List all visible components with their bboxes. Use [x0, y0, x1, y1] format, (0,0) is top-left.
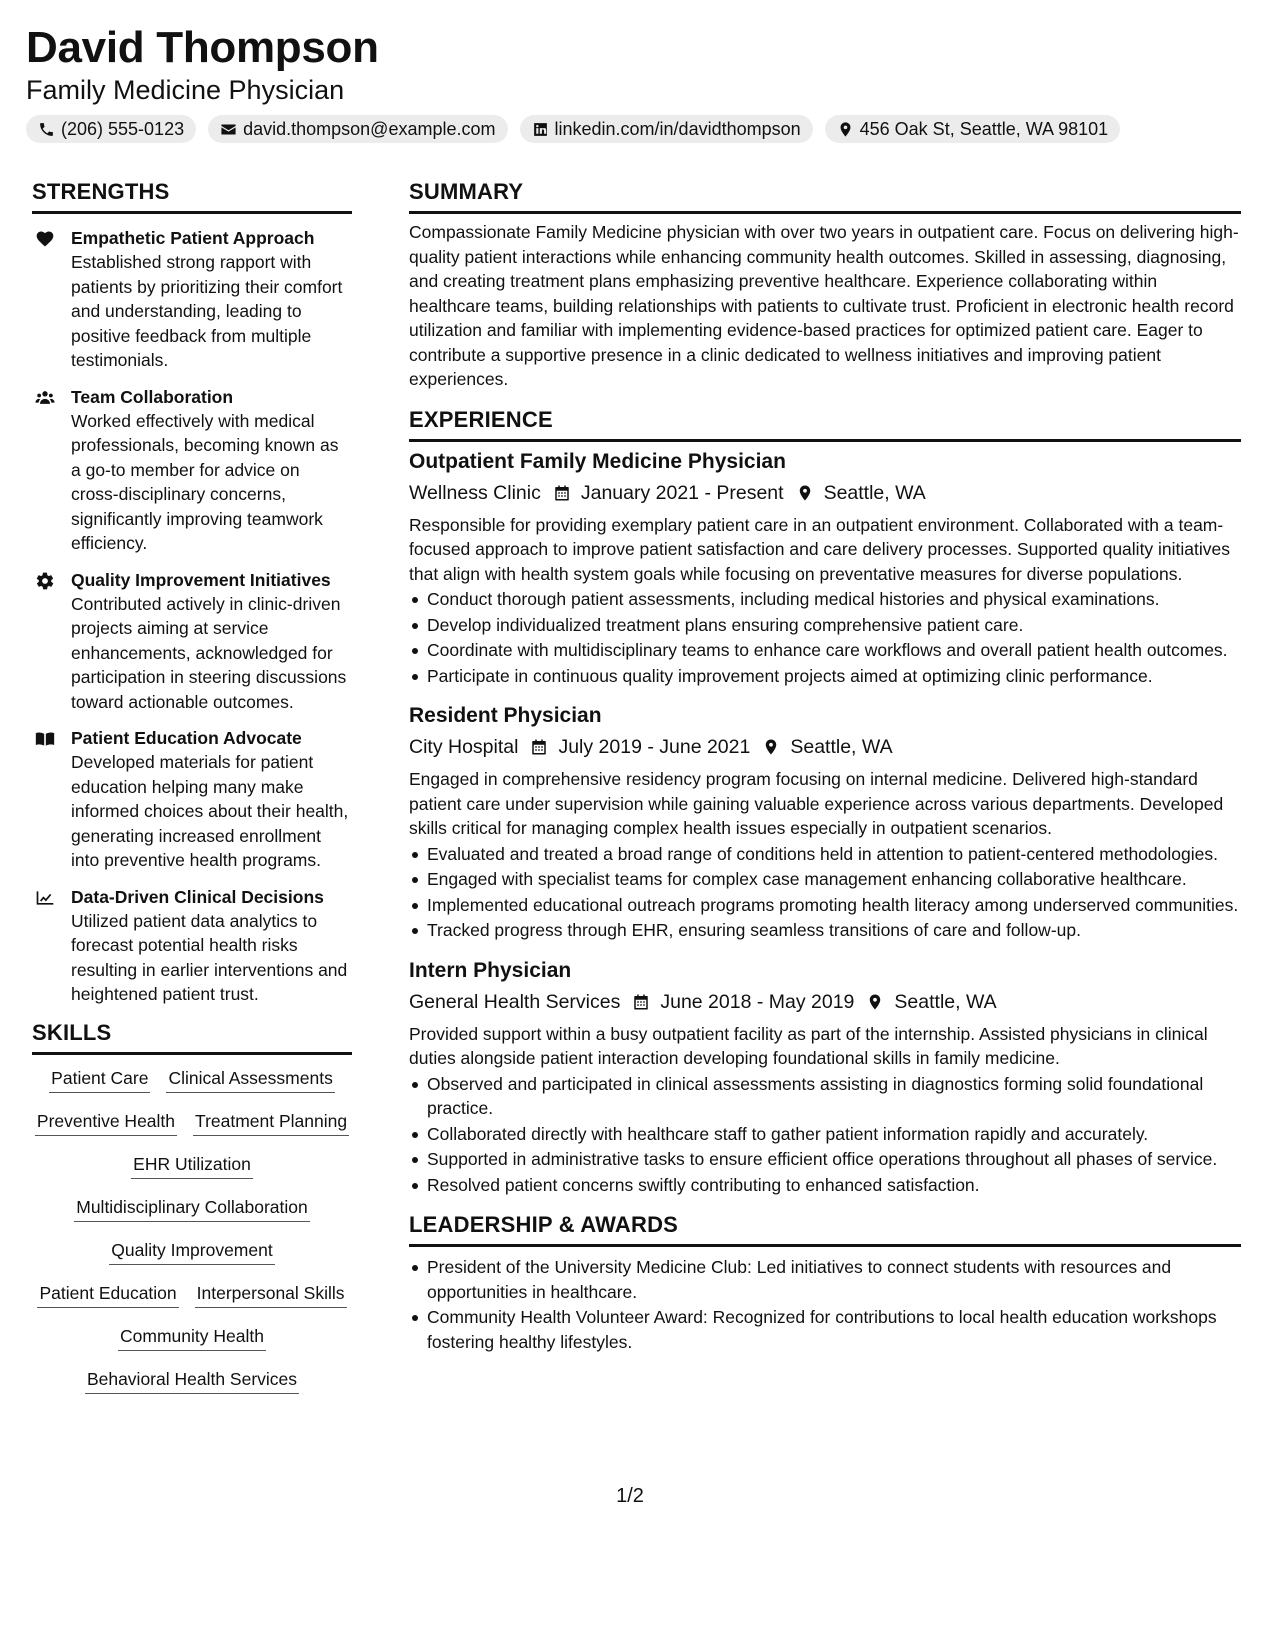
heart-icon — [35, 229, 55, 249]
section-divider — [409, 1244, 1241, 1247]
strength-title: Quality Improvement Initiatives — [71, 569, 331, 590]
skill-tag: EHR Utilization — [131, 1153, 253, 1179]
job-title: Outpatient Family Medicine Physician — [409, 449, 786, 473]
address-text: 456 Oak St, Seattle, WA 98101 — [859, 118, 1109, 139]
skill-tag: Treatment Planning — [193, 1110, 349, 1136]
skill-tag: Preventive Health — [35, 1110, 177, 1136]
job-dates: June 2018 - May 2019 — [660, 990, 855, 1013]
resume-header — [26, 22, 1256, 143]
job-entry — [409, 702, 1241, 943]
linkedin-icon — [532, 121, 549, 138]
contact-linkedin[interactable] — [520, 115, 813, 143]
job-description: Provided support within a busy outpatient facility as part of the internship. Assisted physicians in clinical duties alongside patient interaction developing foundational skills in family medicine. — [409, 1023, 1208, 1068]
right-column — [409, 178, 1241, 1354]
job-entry — [409, 957, 1241, 1198]
book-icon — [35, 729, 55, 749]
contact-bar — [26, 115, 1256, 143]
bullet-item: Coordinate with multidisciplinary teams to enhance care workflows and overall patient health outcomes. — [409, 638, 1241, 663]
chart-line-icon — [35, 888, 55, 908]
map-marker-icon — [866, 993, 884, 1011]
skill-tag: Patient Care — [49, 1067, 150, 1093]
skill-tag: Interpersonal Skills — [195, 1282, 347, 1308]
skills-section — [32, 1019, 352, 1394]
bullet-item: Observed and participated in clinical assessments assisting in diagnostics forming solid foundational practice. — [409, 1072, 1241, 1121]
job-location: Seattle, WA — [790, 736, 893, 758]
skill-tag: Patient Education — [37, 1282, 178, 1308]
skills-list — [32, 1067, 352, 1394]
map-marker-icon — [762, 738, 780, 756]
calendar-icon — [553, 484, 571, 502]
job-organization: Wellness Clinic — [409, 481, 541, 504]
bullet-item: Collaborated directly with healthcare staff to gather patient information rapidly and accurately. — [409, 1122, 1241, 1147]
email-text: david.thompson@example.com — [243, 118, 496, 139]
job-description: Engaged in comprehensive residency program focusing on internal medicine. Delivered high-standard patient care under supervision while gaining valuable experience across various departments. Developed skills critical for managing complex health issues especially in outpatient scenarios. — [409, 769, 1224, 838]
job-dates: January 2021 - Present — [580, 481, 784, 504]
leadership-section — [409, 1211, 1241, 1354]
map-marker-icon — [837, 121, 854, 138]
summary-title: SUMMARY — [409, 179, 524, 204]
job-organization: City Hospital — [409, 736, 519, 758]
strength-item — [32, 885, 352, 1007]
map-marker-icon — [796, 484, 814, 502]
job-location: Seattle, WA — [823, 481, 926, 504]
strength-description: Utilized patient data analytics to forecast potential health risks resulting in earlier interventions and heightened patient trust. — [71, 910, 348, 1004]
left-column — [32, 178, 352, 1394]
section-divider — [32, 211, 352, 214]
summary-text: Compassionate Family Medicine physician with over two years in outpatient care. Focus on delivering high-quality patient interactions while enhancing community health outcomes. Skilled in assessing, diagnosing, and creating treatment plans emphasizing preventive healthcare. Experience collaborating within healthcare teams, building relationships with patients to cultivate trust. Proficient in electronic health record utilization and familiar with implementing evidence-based practices for optimized patient care. Eager to contribute a supportive presence in a clinic dedicated to wellness initiatives and improving patient experiences. — [409, 222, 1239, 389]
job-dates: July 2019 - June 2021 — [558, 736, 751, 758]
experience-title: EXPERIENCE — [409, 406, 553, 432]
strengths-section — [32, 178, 352, 1007]
strength-item — [32, 568, 352, 715]
section-divider — [32, 1052, 352, 1055]
contact-address[interactable] — [825, 115, 1120, 143]
strength-item — [32, 726, 352, 873]
phone-icon — [38, 121, 55, 138]
job-bullets — [409, 842, 1241, 943]
calendar-icon — [632, 993, 650, 1011]
contact-email[interactable] — [208, 115, 507, 143]
job-bullets — [409, 1072, 1241, 1198]
phone-text: (206) 555-0123 — [61, 118, 185, 139]
contact-phone[interactable] — [26, 115, 196, 143]
skill-tag: Multidisciplinary Collaboration — [74, 1196, 310, 1222]
job-organization: General Health Services — [409, 990, 621, 1013]
strengths-title: STRENGTHS — [32, 179, 170, 204]
strength-description: Contributed actively in clinic-driven projects aiming at service enhancements, acknowledged for participation in steering discussions toward actionable outcomes. — [71, 593, 347, 712]
strength-title: Patient Education Advocate — [71, 728, 302, 748]
bullet-item: Tracked progress through EHR, ensuring seamless transitions of care and follow-up. — [409, 918, 1241, 943]
job-entry — [409, 448, 1241, 689]
leadership-title: LEADERSHIP & AWARDS — [409, 1212, 679, 1237]
users-icon — [35, 388, 55, 408]
skill-tag: Clinical Assessments — [166, 1067, 334, 1093]
job-meta — [409, 732, 1241, 762]
strength-title: Data-Driven Clinical Decisions — [71, 886, 324, 907]
strength-title: Team Collaboration — [71, 386, 234, 407]
experience-section — [409, 406, 1241, 1198]
job-meta — [409, 478, 1241, 508]
award-item: President of the University Medicine Club: Led initiatives to connect students with resources and opportunities in healthcare. — [409, 1255, 1241, 1304]
strength-description: Established strong rapport with patients by prioritizing their comfort and understanding, leading to positive feedback from multiple testimonials. — [71, 252, 343, 370]
skill-tag: Community Health — [118, 1325, 266, 1351]
bullet-item: Engaged with specialist teams for complex case management enhancing collaborative healthcare. — [409, 867, 1241, 892]
bullet-item: Resolved patient concerns swiftly contributing to enhanced satisfaction. — [409, 1173, 1241, 1198]
bullet-item: Participate in continuous quality improvement projects aimed at optimizing clinic performance. — [409, 664, 1241, 689]
leadership-list — [409, 1255, 1241, 1354]
job-location: Seattle, WA — [894, 990, 997, 1013]
skill-tag: Quality Improvement — [109, 1239, 274, 1265]
summary-section — [409, 178, 1241, 392]
gear-icon — [35, 571, 55, 591]
skill-tag: Behavioral Health Services — [85, 1368, 299, 1394]
skills-title: SKILLS — [32, 1019, 112, 1045]
candidate-name: David Thompson — [26, 23, 379, 72]
strength-description: Developed materials for patient education helping many make informed choices about their health, generating increased enrollment into preventive health programs. — [71, 752, 349, 870]
job-description: Responsible for providing exemplary patient care in an outpatient environment. Collaborated with a team-focused approach to improve patient satisfaction and care delivery processes. Supported quality initiatives that align with health system goals while focusing on preventative measures for diverse populations. — [409, 514, 1231, 584]
linkedin-text: linkedin.com/in/davidthompson — [554, 118, 801, 139]
job-title: Intern Physician — [409, 958, 572, 982]
page-number: 1/2 — [616, 1485, 644, 1507]
bullet-item: Conduct thorough patient assessments, including medical histories and physical examinations. — [409, 587, 1241, 612]
bullet-item: Evaluated and treated a broad range of conditions held in attention to patient-centered methodologies. — [409, 842, 1241, 867]
section-divider — [409, 439, 1241, 442]
job-meta — [409, 987, 1241, 1017]
section-divider — [409, 211, 1241, 214]
bullet-item: Implemented educational outreach programs promoting health literacy among underserved communities. — [409, 893, 1241, 918]
calendar-icon — [530, 738, 548, 756]
strength-description: Worked effectively with medical professionals, becoming known as a go-to member for advice on cross-disciplinary concerns, significantly improving teamwork efficiency. — [71, 410, 339, 553]
bullet-item: Develop individualized treatment plans ensuring comprehensive patient care. — [409, 613, 1241, 638]
envelope-icon — [220, 121, 237, 138]
job-bullets — [409, 587, 1241, 688]
bullet-item: Supported in administrative tasks to ensure efficient office operations throughout all phases of service. — [409, 1147, 1241, 1172]
candidate-role: Family Medicine Physician — [26, 75, 345, 105]
award-item: Community Health Volunteer Award: Recognized for contributions to local health education workshops fostering healthy lifestyles. — [409, 1305, 1241, 1354]
strength-title: Empathetic Patient Approach — [71, 228, 315, 248]
strength-item — [32, 385, 352, 556]
job-title: Resident Physician — [409, 704, 602, 727]
strength-item — [32, 226, 352, 373]
